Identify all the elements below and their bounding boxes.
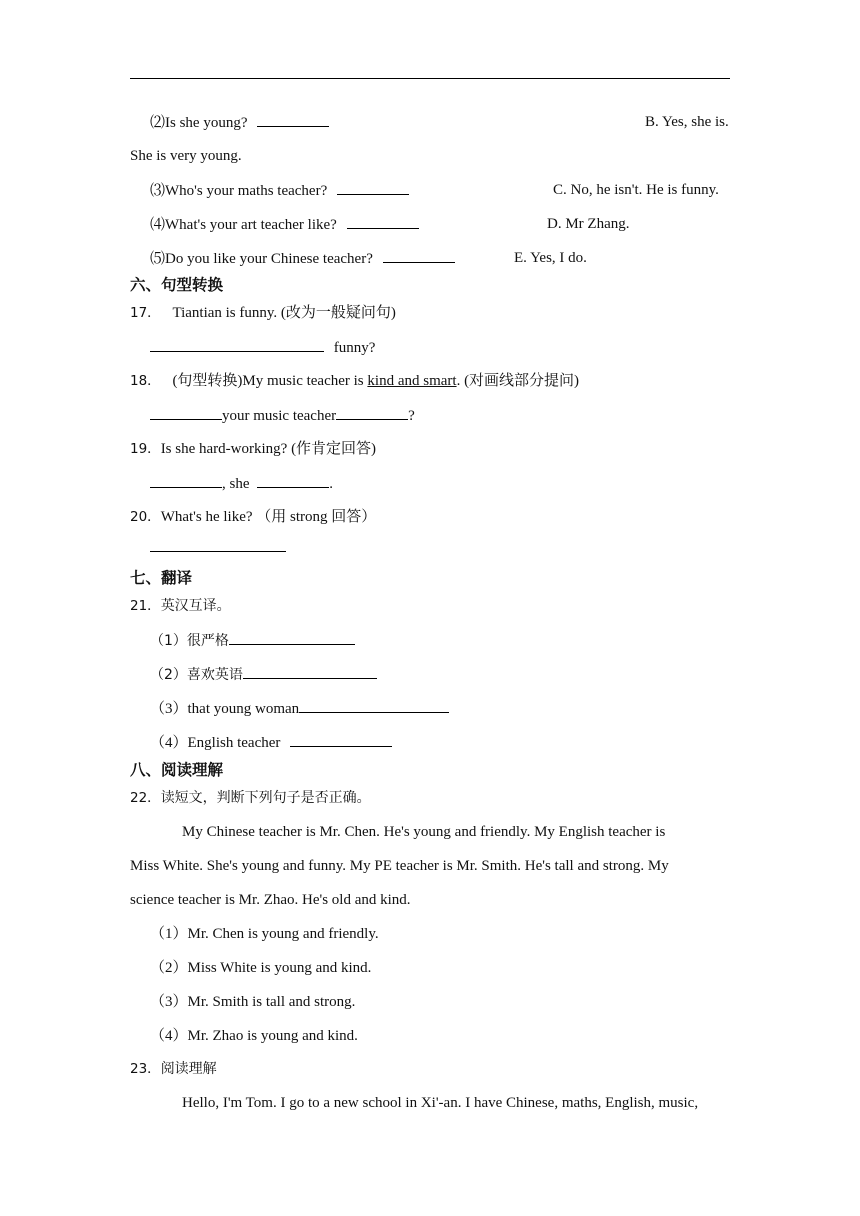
answer-blank[interactable] — [243, 664, 377, 679]
translation-item-1 — [150, 630, 355, 651]
header-rule — [130, 78, 730, 79]
answer-blank[interactable] — [257, 473, 329, 488]
option-b-continuation: She is very young. — [130, 148, 242, 164]
answer-blank[interactable] — [383, 248, 455, 263]
question-number: 20． — [130, 509, 161, 525]
question-19 — [130, 439, 376, 459]
answer-blank[interactable] — [299, 698, 449, 713]
question-number: 19． — [130, 441, 161, 457]
question-number: ⑵ — [150, 115, 166, 131]
statement-2: （2）Miss White is young and kind. — [150, 960, 372, 976]
answer-blank[interactable] — [336, 405, 408, 420]
answer-end: ? — [408, 408, 415, 424]
question-number: ⑷ — [150, 217, 166, 233]
question-17 — [130, 303, 396, 323]
item-text: （2）喜欢英语 — [150, 667, 243, 683]
passage-line: Miss White. She's young and funny. My PE teacher is Mr. Smith. He's tall and strong. My — [130, 858, 669, 874]
translation-item-4 — [150, 732, 392, 753]
passage-line: Hello, I'm Tom. I go to a new school in Xi'-an. I have Chinese, maths, English, music, — [182, 1095, 699, 1111]
question-text: 读短文，判断下列句子是否正确。 — [160, 790, 371, 806]
answer-blank[interactable] — [150, 473, 222, 488]
statement-1: （1）Mr. Chen is young and friendly. — [150, 926, 379, 942]
answer-blank[interactable] — [337, 180, 409, 195]
answer-middle: your music teacher — [222, 408, 337, 424]
question-text: (句型转换)My music teacher is — [172, 373, 368, 389]
option-e: E. Yes, I do. — [514, 250, 587, 266]
question-number: ⑸ — [150, 251, 166, 267]
statement-4: （4）Mr. Zhao is young and kind. — [150, 1028, 358, 1044]
translation-item-2 — [150, 664, 377, 685]
item-text: （4）English teacher — [150, 735, 281, 751]
answer-blank[interactable] — [290, 732, 392, 747]
question-2 — [150, 112, 329, 133]
answer-blank[interactable] — [150, 405, 222, 420]
question-number: 22． — [130, 790, 161, 806]
question-number: 23． — [130, 1061, 161, 1077]
section-title: 八、阅读理解 — [130, 761, 224, 779]
option-b: B. Yes, she is. — [645, 114, 729, 130]
question-20 — [130, 507, 376, 527]
answer-tail: funny? — [333, 340, 376, 356]
item-text: （1）很严格 — [150, 633, 229, 649]
question-5 — [150, 248, 455, 269]
option-d: D. Mr Zhang. — [547, 216, 630, 232]
question-text: Who's your maths teacher? — [165, 183, 328, 199]
translation-item-3 — [150, 698, 449, 719]
section-title: 七、翻译 — [130, 569, 193, 587]
question-text: What's he like? （用 strong 回答） — [160, 509, 377, 525]
passage-line: science teacher is Mr. Zhao. He's old and kind. — [130, 892, 411, 908]
question-number: 21． — [130, 598, 161, 614]
answer-blank[interactable] — [257, 112, 329, 127]
section-title: 六、句型转换 — [130, 276, 224, 294]
question-number: ⑶ — [150, 183, 166, 199]
answer-line-20 — [150, 537, 286, 558]
question-22 — [130, 788, 371, 808]
statement-3: （3）Mr. Smith is tall and strong. — [150, 994, 356, 1010]
question-instruction: . (对画线部分提问) — [456, 373, 580, 389]
question-23 — [130, 1059, 217, 1079]
question-text: What's your art teacher like? — [165, 217, 337, 233]
answer-line-18 — [150, 405, 415, 426]
passage-line: My Chinese teacher is Mr. Chen. He's young and friendly. My English teacher is — [182, 824, 666, 840]
answer-blank[interactable] — [150, 537, 286, 552]
answer-middle: , she — [222, 476, 250, 492]
underlined-phrase: kind and smart — [367, 373, 457, 389]
question-4 — [150, 214, 419, 235]
item-text: （3）that young woman — [150, 701, 300, 717]
question-3 — [150, 180, 409, 201]
answer-blank[interactable] — [347, 214, 419, 229]
option-c: C. No, he isn't. He is funny. — [553, 182, 719, 198]
question-text: Tiantian is funny. (改为一般疑问句) — [172, 305, 396, 321]
answer-line-17 — [150, 337, 375, 358]
question-text: Is she young? — [165, 115, 248, 131]
answer-blank[interactable] — [229, 630, 355, 645]
answer-end: . — [329, 476, 333, 492]
question-number: 17． — [130, 305, 161, 321]
question-18 — [130, 371, 579, 391]
question-text: Do you like your Chinese teacher? — [165, 251, 373, 267]
answer-line-19 — [150, 473, 333, 494]
question-text: Is she hard-working? (作肯定回答) — [160, 441, 377, 457]
question-number: 18． — [130, 373, 161, 389]
question-text: 阅读理解 — [160, 1061, 217, 1077]
question-21 — [130, 596, 231, 616]
answer-blank[interactable] — [150, 337, 324, 352]
question-text: 英汉互译。 — [160, 598, 231, 614]
